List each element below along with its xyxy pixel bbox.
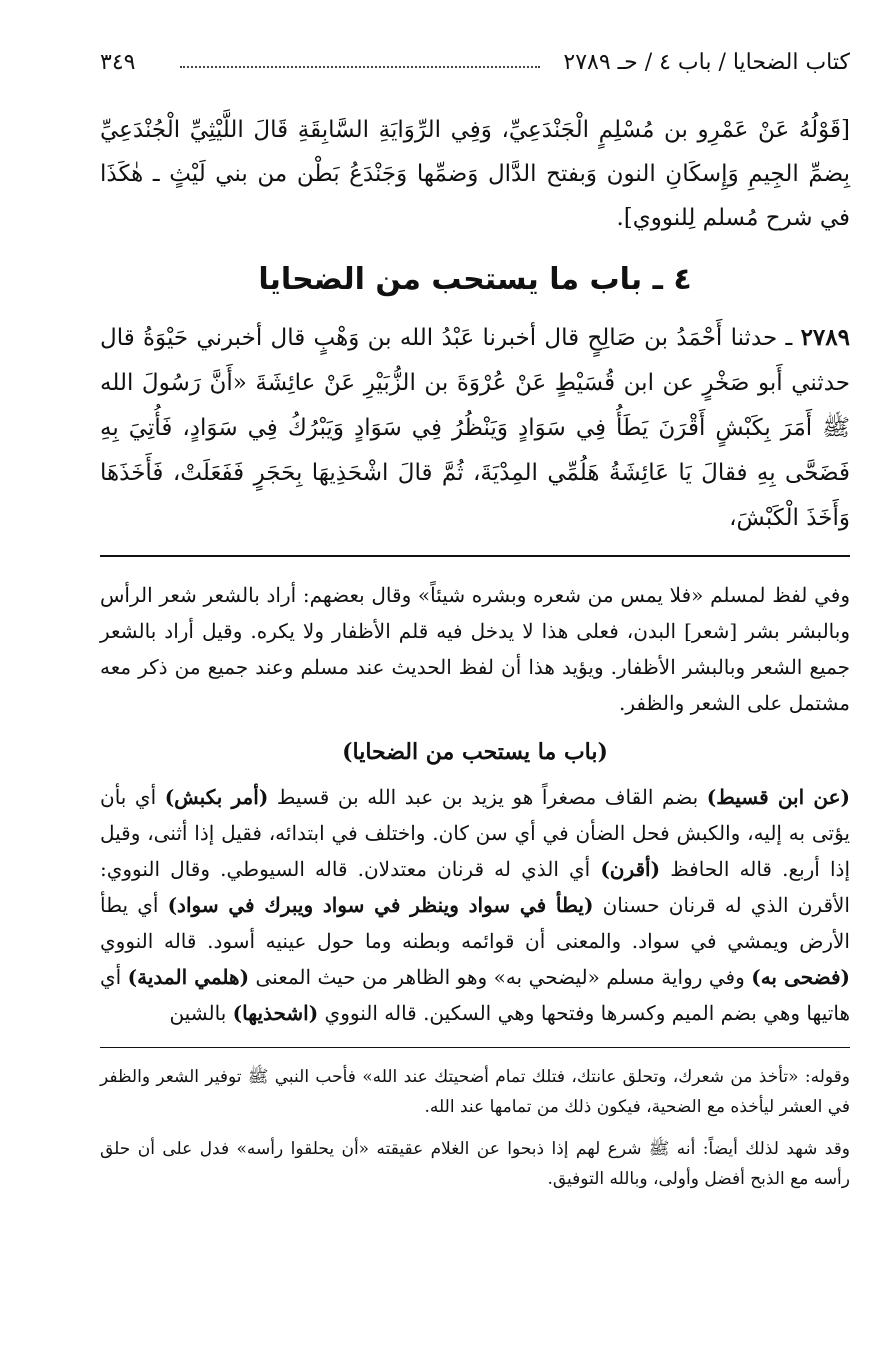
footnote: وقد شهد لذلك أيضاً: أنه ﷺ شرع لهم إذا ذبحوا عن الغلام عقيقته «أن يحلقوا رأسه» فدل على أن حلق رأسه مع الذبح أفضل وأولى، وبالله التوفيق. bbox=[100, 1139, 850, 1189]
commentary-term: (فضحى به) bbox=[751, 965, 850, 989]
commentary-term: (اشحذيها) bbox=[232, 1001, 319, 1025]
chapter-title: ٤ ـ باب ما يستحب من الضحايا bbox=[258, 262, 692, 297]
commentary-term: (أقرن) bbox=[600, 857, 661, 881]
commentary-text: أي هاتيها وهي بضم الميم وكسرها وفتحها وهي السكين. قاله النووي bbox=[100, 965, 850, 1025]
footnote: وقوله: «تأخذ من شعرك، وتحلق عانتك، فتلك تمام أضحيتك عند الله» فأحب النبي ﷺ توفير الشعر والظفر في العشر ليأخذه مع الضحية، فيكون ذلك من تمامها عند الله. bbox=[100, 1067, 850, 1117]
commentary-text: أي الذي له قرنان معتدلان. قاله السيوطي. وقال النووي: الأقرن الذي له قرنان حسنان bbox=[100, 857, 850, 917]
commentary-term: (يطأ في سواد وينظر في سواد ويبرك في سواد) bbox=[167, 893, 594, 917]
running-header-title: كتاب الضحايا / باب ٤ / حـ ٢٧٨٩ bbox=[563, 50, 850, 75]
commentary-top: وفي لفظ لمسلم «فلا يمس من شعره وبشره شيئاً» وقال بعضهم: أراد بالشعر شعر الرأس وبالبشر بشر [شعر] البدن، فعلى هذا لا يدخل فيه قلم الأظفار ولا يكره. وقيل أراد بالشعر جميع الشعر وبالبشر الأظفار. ويؤيد هذا أن لفظ الحديث عند مسلم وعند جميع من ذكر معه مشتمل على الشعر والظفر. bbox=[100, 583, 850, 715]
commentary-term: (عن ابن قسيط) bbox=[706, 785, 850, 809]
commentary-text: بالشين bbox=[169, 1001, 233, 1025]
commentary-main bbox=[100, 779, 850, 1031]
commentary-text: بضم القاف مصغراً هو يزيد بن عبد الله بن قسيط bbox=[268, 785, 707, 809]
commentary-term: (هلمي المدية) bbox=[127, 965, 250, 989]
header-dot-leader bbox=[180, 66, 540, 68]
commentary-term: (أمر بكبش) bbox=[164, 785, 269, 809]
commentary-subtitle: (باب ما يستحب من الضحايا) bbox=[342, 739, 608, 765]
page-number: ٣٤٩ bbox=[100, 50, 136, 75]
hadith-text bbox=[100, 315, 850, 541]
page bbox=[100, 44, 850, 1206]
commentary-text: أي بأن يؤتى به إليه، والكبش فحل الضأن في أي سن كان. واختلف في ابتدائه، فقيل إذا أثنى، وقيل إذا أربع. قاله الحافظ bbox=[100, 785, 850, 881]
bracket-note: [قَوْلُهُ عَنْ عَمْرِو بن مُسْلِمٍ الْجَنْدَعِيِّ، وَفِي الرِّوَايَةِ السَّابِقَةِ قَالَ اللَّيْثِيِّ الْجُنْدَعِيِّ بِضمِّ الجِيمِ وَإِسكَانِ النون وَبفتح الدَّال وَضمِّها وَجَنْدَعُ بَطْن من بني لَيْثٍ ـ هٰكَذَا في شرح مُسلم لِلنووي]. bbox=[100, 117, 850, 231]
hadith-number: ٢٧٨٩ bbox=[800, 324, 850, 351]
footnote-divider bbox=[100, 1047, 850, 1048]
commentary-text: وفي رواية مسلم «ليضحي به» وهو الظاهر من حيث المعنى bbox=[249, 965, 752, 989]
commentary-text: أي يطأ الأرض ويمشي في سواد. والمعنى أن قوائمه وبطنه وما حول عينيه أسود. قاله النووي bbox=[100, 893, 850, 953]
section-divider bbox=[100, 555, 850, 557]
running-header bbox=[100, 44, 850, 80]
hadith-body: ـ حدثنا أَحْمَدُ بن صَالِحٍ قال أخبرنا عَبْدُ الله بن وَهْبٍ قال أخبرني حَيْوَةُ قال حدثني أَبو صَخْرٍ عن ابن قُسَيْطٍ عَنْ عُرْوَةَ بن الزُّبَيْرِ عَنْ عائِشَةَ «أَنَّ رَسُولَ الله ﷺ أَمَرَ بِكَبْشٍ أَقْرَنَ يَطَأُ فِي سَوَادٍ وَيَنْظُرُ فِي سَوَادٍ وَيَبْرُكُ فِي سَوَادٍ، فَأُتِيَ بِهِ فَضَحَّى بِهِ فقالَ يَا عَائِشَةُ هَلُمِّي المِدْيَةَ، ثُمَّ قالَ اشْحَذِيهَا بِحَجَرٍ فَفَعَلَتْ، فَأَخَذَهَا وَأَخَذَ الْكَبْشَ، bbox=[100, 325, 850, 531]
